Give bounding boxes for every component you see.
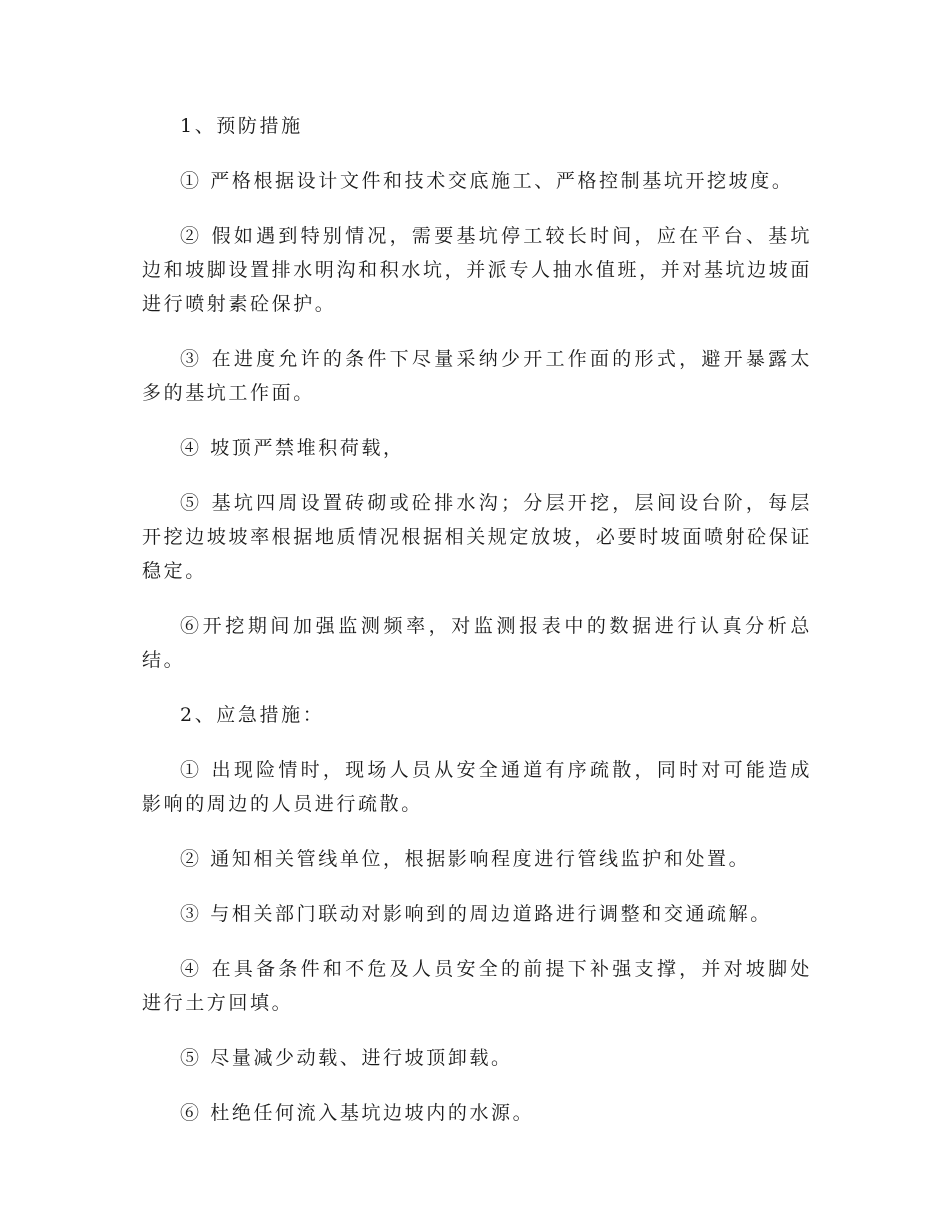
paragraph-emergency-4: ④ 在具备条件和不危及人员安全的前提下补强支撑，并对坡脚处进行土方回填。 [142, 958, 812, 1014]
paragraph-prevention-5: ⑤ 基坑四周设置砖砌或砼排水沟；分层开挖，层间设台阶，每层开挖边坡坡率根据地质情况根据相关规定放坡，必要时坡面喷射砼保证稳定。 [142, 492, 812, 582]
section-heading-prevention: 1、预防措施 [180, 115, 303, 137]
paragraph-emergency-1: ① 出现险情时，现场人员从安全通道有序疏散，同时对可能造成影响的周边的人员进行疏散。 [142, 759, 812, 815]
document-page [142, 109, 812, 1130]
paragraph-emergency-6: ⑥ 杜绝任何流入基坑边坡内的水源。 [180, 1102, 535, 1124]
paragraph-prevention-6: ⑥开挖期间加强监测频率，对监测报表中的数据进行认真分析总结。 [142, 615, 812, 671]
paragraph-emergency-5: ⑤ 尽量减少动载、进行坡顶卸载。 [180, 1047, 513, 1069]
paragraph-emergency-3: ③ 与相关部门联动对影响到的周边道路进行调整和交通疏解。 [180, 903, 772, 925]
section-heading-emergency: 2、应急措施： [180, 704, 325, 726]
paragraph-prevention-1: ① 严格根据设计文件和技术交底施工、严格控制基坑开挖坡度。 [180, 170, 794, 192]
paragraph-prevention-4: ④ 坡顶严禁堆积荷载， [180, 437, 405, 459]
paragraph-emergency-2: ② 通知相关管线单位，根据影响程度进行管线监护和处置。 [180, 848, 751, 870]
paragraph-prevention-3: ③ 在进度允许的条件下尽量采纳少开工作面的形式，避开暴露太多的基坑工作面。 [142, 348, 812, 404]
paragraph-prevention-2: ② 假如遇到特别情况，需要基坑停工较长时间，应在平台、基坑边和坡脚设置排水明沟和积水坑，并派专人抽水值班，并对基坑边坡面进行喷射素砼保护。 [142, 225, 812, 315]
